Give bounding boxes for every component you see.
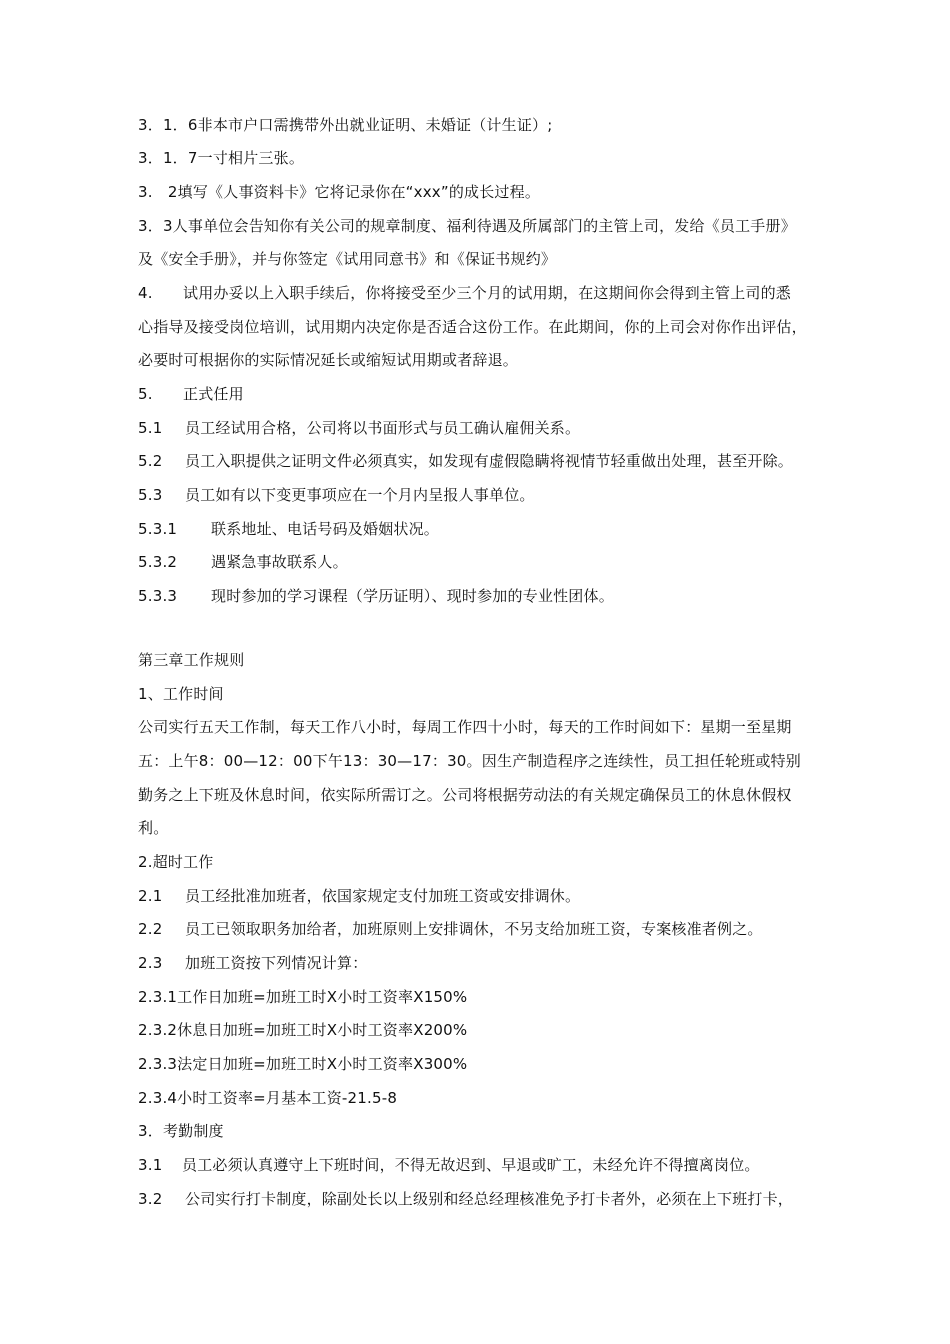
item-text: 员工必须认真遵守上下班时间，不得无故迟到、早退或旷工，未经允许不得擅离岗位。 xyxy=(182,1156,760,1174)
text-line: 2.3.2休息日加班=加班工时X小时工资率X200% xyxy=(138,1021,468,1039)
text-line: 心指导及接受岗位培训，试用期内决定你是否适合这份工作。在此期间，你的上司会对你作出评估， xyxy=(138,318,807,336)
item-text: 公司实行打卡制度，除副处长以上级别和经总经理核准免予打卡者外，必须在上下班打卡， xyxy=(185,1190,794,1208)
text-line: 3．1．6非本市户口需携带外出就业证明、未婚证（计生证）; xyxy=(138,116,553,134)
item-number: 5.3.2 xyxy=(138,553,178,571)
item-number: 2.2 xyxy=(138,920,163,938)
item-text: 现时参加的学习课程（学历证明）、现时参加的专业性团体。 xyxy=(211,587,614,605)
item-text: 加班工资按下列情况计算： xyxy=(185,954,368,972)
text-line: 公司实行五天工作制，每天工作八小时，每周工作四十小时，每天的工作时间如下：星期一至星期 xyxy=(138,718,792,736)
item-number: 5. xyxy=(138,385,153,403)
item-number: 3.2 xyxy=(138,1190,163,1208)
text-line: 3．3人事单位会告知你有关公司的规章制度、福利待遇及所属部门的主管上司，发给《员工手册》 xyxy=(138,217,796,235)
item-text: 员工经批准加班者，依国家规定支付加班工资或安排调休。 xyxy=(185,887,581,905)
text-line: 2.3.1工作日加班=加班工时X小时工资率X150% xyxy=(138,988,468,1006)
text-line: 3. 2填写《人事资料卡》它将记录你在“xxx”的成长过程。 xyxy=(138,183,541,201)
item-text: 遇紧急事故联系人。 xyxy=(211,553,348,571)
item-number: 5.3.3 xyxy=(138,587,178,605)
item-text: 试用办妥以上入职手续后，你将接受至少三个月的试用期，在这期间你会得到主管上司的悉 xyxy=(183,284,792,302)
text-line: 2.3.4小时工资率=月基本工资-21.5-8 xyxy=(138,1089,398,1107)
item-text: 联系地址、电话号码及婚姻状况。 xyxy=(211,520,440,538)
item-text: 员工如有以下变更事项应在一个月内呈报人事单位。 xyxy=(185,486,535,504)
text-line: 3．1．7一寸相片三张。 xyxy=(138,149,305,167)
text-line: 利。 xyxy=(138,819,169,837)
item-number: 2.1 xyxy=(138,887,163,905)
item-text: 员工入职提供之证明文件必须真实，如发现有虚假隐瞒将视情节轻重做出处理，甚至开除。 xyxy=(185,452,794,470)
text-line: 必要时可根据你的实际情况延长或缩短试用期或者辞退。 xyxy=(138,351,519,369)
item-number: 5.3.1 xyxy=(138,520,178,538)
item-text: 员工已领取职务加给者，加班原则上安排调休，不另支给加班工资，专案核准者例之。 xyxy=(185,920,763,938)
item-text: 员工经试用合格，公司将以书面形式与员工确认雇佣关系。 xyxy=(185,419,581,437)
section-heading: 1、工作时间 xyxy=(138,685,224,703)
text-line: 及《安全手册》，并与你签定《试用同意书》和《保证书规约》 xyxy=(138,250,557,268)
section-heading: 3．考勤制度 xyxy=(138,1122,224,1140)
item-text: 正式任用 xyxy=(183,385,244,403)
chapter-heading: 第三章工作规则 xyxy=(138,651,245,669)
item-number: 5.1 xyxy=(138,419,163,437)
text-line: 五：上午8：00—12：00下午13：30—17：30。因生产制造程序之连续性，员工担任轮班或特别 xyxy=(138,752,801,770)
item-number: 3.1 xyxy=(138,1156,163,1174)
text-line: 2.3.3法定日加班=加班工时X小时工资率X300% xyxy=(138,1055,468,1073)
item-number: 4. xyxy=(138,284,153,302)
item-number: 5.2 xyxy=(138,452,163,470)
section-heading: 2.超时工作 xyxy=(138,853,214,871)
item-number: 5.3 xyxy=(138,486,163,504)
item-number: 2.3 xyxy=(138,954,163,972)
text-line: 勤务之上下班及休息时间，依实际所需订之。公司将根据劳动法的有关规定确保员工的休息休假权 xyxy=(138,786,792,804)
